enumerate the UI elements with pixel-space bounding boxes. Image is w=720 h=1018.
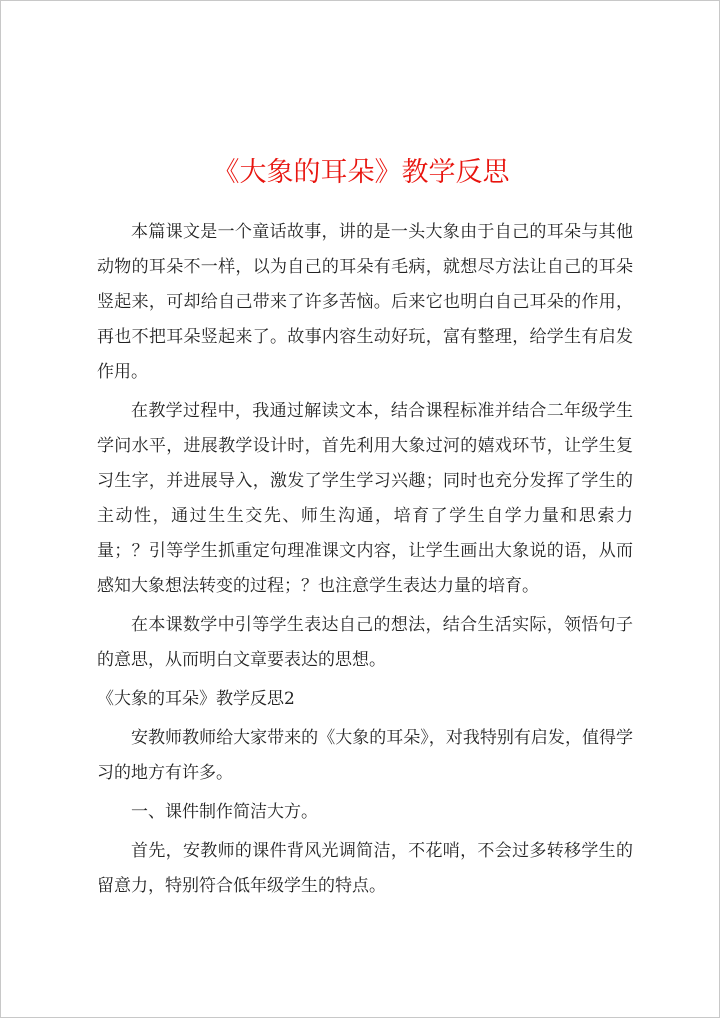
paragraph: 一、课件制作简洁大方。	[131, 802, 318, 822]
paragraph: 本篇课文是一个童话故事，讲的是一头大象由于自己的耳朵与其他动物的耳朵不一样，以为自己的耳朵有毛病，就想尽方法让自己的耳朵竖起来，可却给自己带来了许多苦恼。后来它也明白自己耳朵的作用，再也不把耳朵竖起来了。故事内容生动好玩，富有整理，给学生有启发作用。	[97, 222, 633, 382]
section-subheading: 《大象的耳朵》教学反思2	[97, 689, 295, 709]
document-body	[97, 215, 633, 908]
paragraph: 首先，安教师的课件背风光调简洁，不花哨，不会过多转移学生的留意力，特别符合低年级学生的特点。	[97, 841, 633, 896]
document-title: 《大象的耳朵》教学反思	[212, 157, 510, 188]
paragraph: 在教学过程中，我通过解读文本，结合课程标准并结合二年级学生学问水平，进展教学设计时，首先利用大象过河的嬉戏环节，让学生复习生字，并进展导入，激发了学生学习兴趣；同时也充分发挥了学生的主动性，通过生生交先、师生沟通，培育了学生自学力量和思索力量；？引等学生抓重定句理准课文内容，让学生画出大象说的语，从而感知大象想法转变的过程；？也注意学生表达力量的培育。	[97, 401, 633, 596]
paragraph: 在本课数学中引等学生表达自己的想法，结合生活实际，领悟句子的意思，从而明白文章要表达的思想。	[97, 615, 633, 670]
paragraph: 安教师教师给大家带来的《大象的耳朵》，对我特别有启发，值得学习的地方有许多。	[97, 728, 633, 783]
